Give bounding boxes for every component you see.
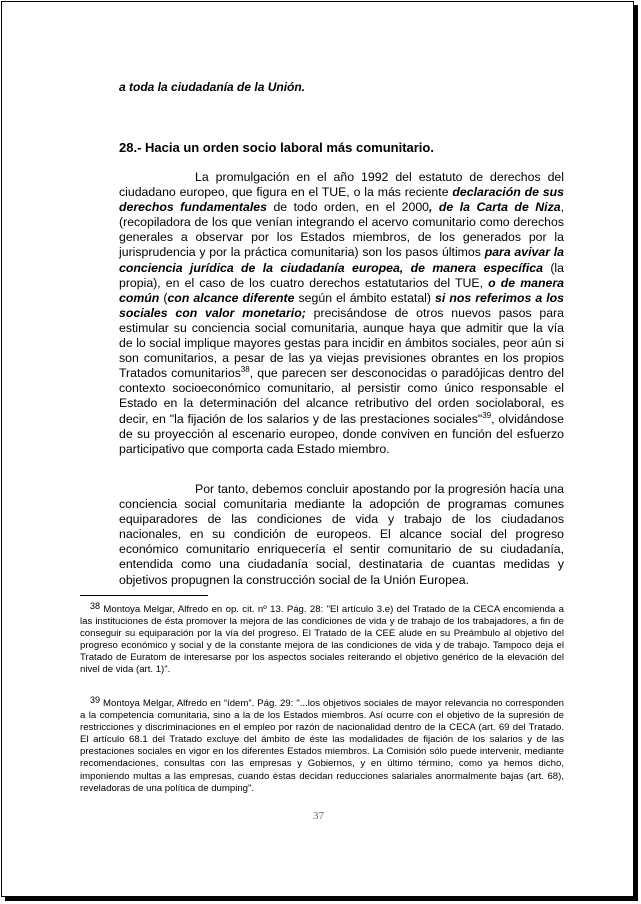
page-number: 37 bbox=[313, 810, 324, 822]
section-heading: 28.- Hacia un orden socio laboral más comunitario. bbox=[119, 140, 434, 155]
p1-emphasis-4: o de manera común bbox=[119, 275, 564, 305]
footnote-39 bbox=[80, 694, 564, 795]
footnote-number: 39 bbox=[90, 695, 101, 705]
p1-text-3: , (recopiladora de los que venían integrando el acervo comunitario como derechos generales a observar por los Estados miembros, de los generados por la jurisprudencia y por la práctica comunitaria) son los pasos últimos bbox=[119, 200, 564, 260]
p1-emphasis-6: si nos referimos a los sociales con valor monetario; bbox=[119, 290, 565, 320]
p1-text-5: ( bbox=[159, 290, 168, 305]
p1-text-1: La promulgación en el año 1992 del estatuto de derechos del ciudadano europeo, que figura en el TUE, o la más reciente bbox=[119, 170, 564, 200]
document-page bbox=[1, 1, 634, 897]
footnote-ref-38[interactable]: 38 bbox=[240, 365, 250, 375]
footnote-number: 38 bbox=[90, 601, 101, 611]
footnote-text: Montoya Melgar, Alfredo en op. cit. nº 13. Pág. 28: "El artículo 3.e) del Tratado de la CECA encomienda a las instituciones de ésta promover la mejora de las condiciones de vida y de trabajo de los trabajadores, a fin de conseguir su equiparación por la vía del progreso. El Tratado de la CEE alude en su Preámbulo al objetivo del progreso económico y social y de la constante mejora de las condiciones de vida y de trabajo. Tampoco deja el Tratado de Euratom de interesarse por los aspectos sociales reiterando el objetivo genérico de la elevación del nivel de vida (art. 1)". bbox=[80, 604, 564, 676]
lead-line: a toda la ciudadanía de la Unión. bbox=[119, 80, 306, 94]
p1-text-7: precisándose de otros nuevos pasos para estimular su conciencia social comunitaria, aunque haya que admitir que la vía de lo social implique mayores gestas para incidir en ámbitos sociales, peor aún si son comunitarios, a pesar de las ya viejas previsiones obrantes en los propios Tratados comunitarios bbox=[119, 305, 564, 381]
p1-emphasis-5: con alcance diferente bbox=[167, 290, 295, 305]
footnote-separator bbox=[80, 595, 208, 596]
body-paragraph-2 bbox=[119, 482, 564, 588]
p2-text: Por tanto, debemos concluir apostando por la progresión hacía una conciencia social comunitaria mediante la adopción de programas comunes equiparadores de las condiciones de vida y trabajo de los ciudadanos nacionales, en su condición de europeos. El alcance social del progreso económico comunitario enriquecería el sentir comunitario de su ciudadanía, entendida como una ciudadanía social, destinataria de cuantas medidas y objetivos propugnen la construcción social de la Unión Europea. bbox=[119, 482, 564, 587]
p1-text-2: de todo orden, en el 2000 bbox=[266, 200, 429, 215]
p1-text-6: según el ámbito estatal) bbox=[294, 290, 436, 305]
p1-emphasis-2: , de la Carta de Niza bbox=[429, 200, 561, 215]
p1-text-9: , olvidándose de su proyección al escenario europeo, donde conviven en función del esfuerzo participativo que comporta cada Estado miembro. bbox=[119, 411, 565, 456]
footnote-text: Montoya Melgar, Alfredo en “ídem”. Pág. 29: "...los objetivos sociales de mayor relevancia no corresponden a la competencia comunitaria, sino a la de los Estados miembros. Así ocurre con el objetivo de la supresión de restricciones y discriminaciones en el empleo por razón de nacionalidad dentro de la CECA (art. 69 del Tratado. El artículo 68.1 del Tratado excluye del ámbito de éste las modalidades de fijación de los salarios y de las prestaciones sociales en vigor en los diferentes Estados miembros. La Comisión sólo puede intervenir, mediante recomendaciones, consultas con las empresas y Gobiernos, y en último término, como ya hemos dicho, imponiendo multas a las empresas, cuando éstas decidan reducciones salariales anormalmente bajas (art. 68), reveladoras de una política de dumping". bbox=[80, 698, 564, 794]
footnote-38 bbox=[80, 600, 564, 677]
p1-emphasis-3: para avivar la conciencia jurídica de la ciudadanía europea, de manera específica bbox=[119, 245, 564, 275]
p1-text-4: (la propia), en el caso de los cuatro derechos estatutarios del TUE, bbox=[119, 260, 564, 290]
p1-emphasis-1: declaración de sus derechos fundamentales bbox=[119, 185, 564, 215]
footnote-ref-39[interactable]: 39 bbox=[482, 410, 492, 420]
body-paragraph-1 bbox=[119, 170, 564, 457]
p1-text-8: , que parecen ser desconocidas o paradójicas dentro del contexto socioeconómico comunitario, al persistir como único responsable el Estado en la determinación del alcance retributivo del orden sociolaboral, es decir, en "la fijación de los salarios y de las prestaciones sociales" bbox=[119, 366, 564, 426]
